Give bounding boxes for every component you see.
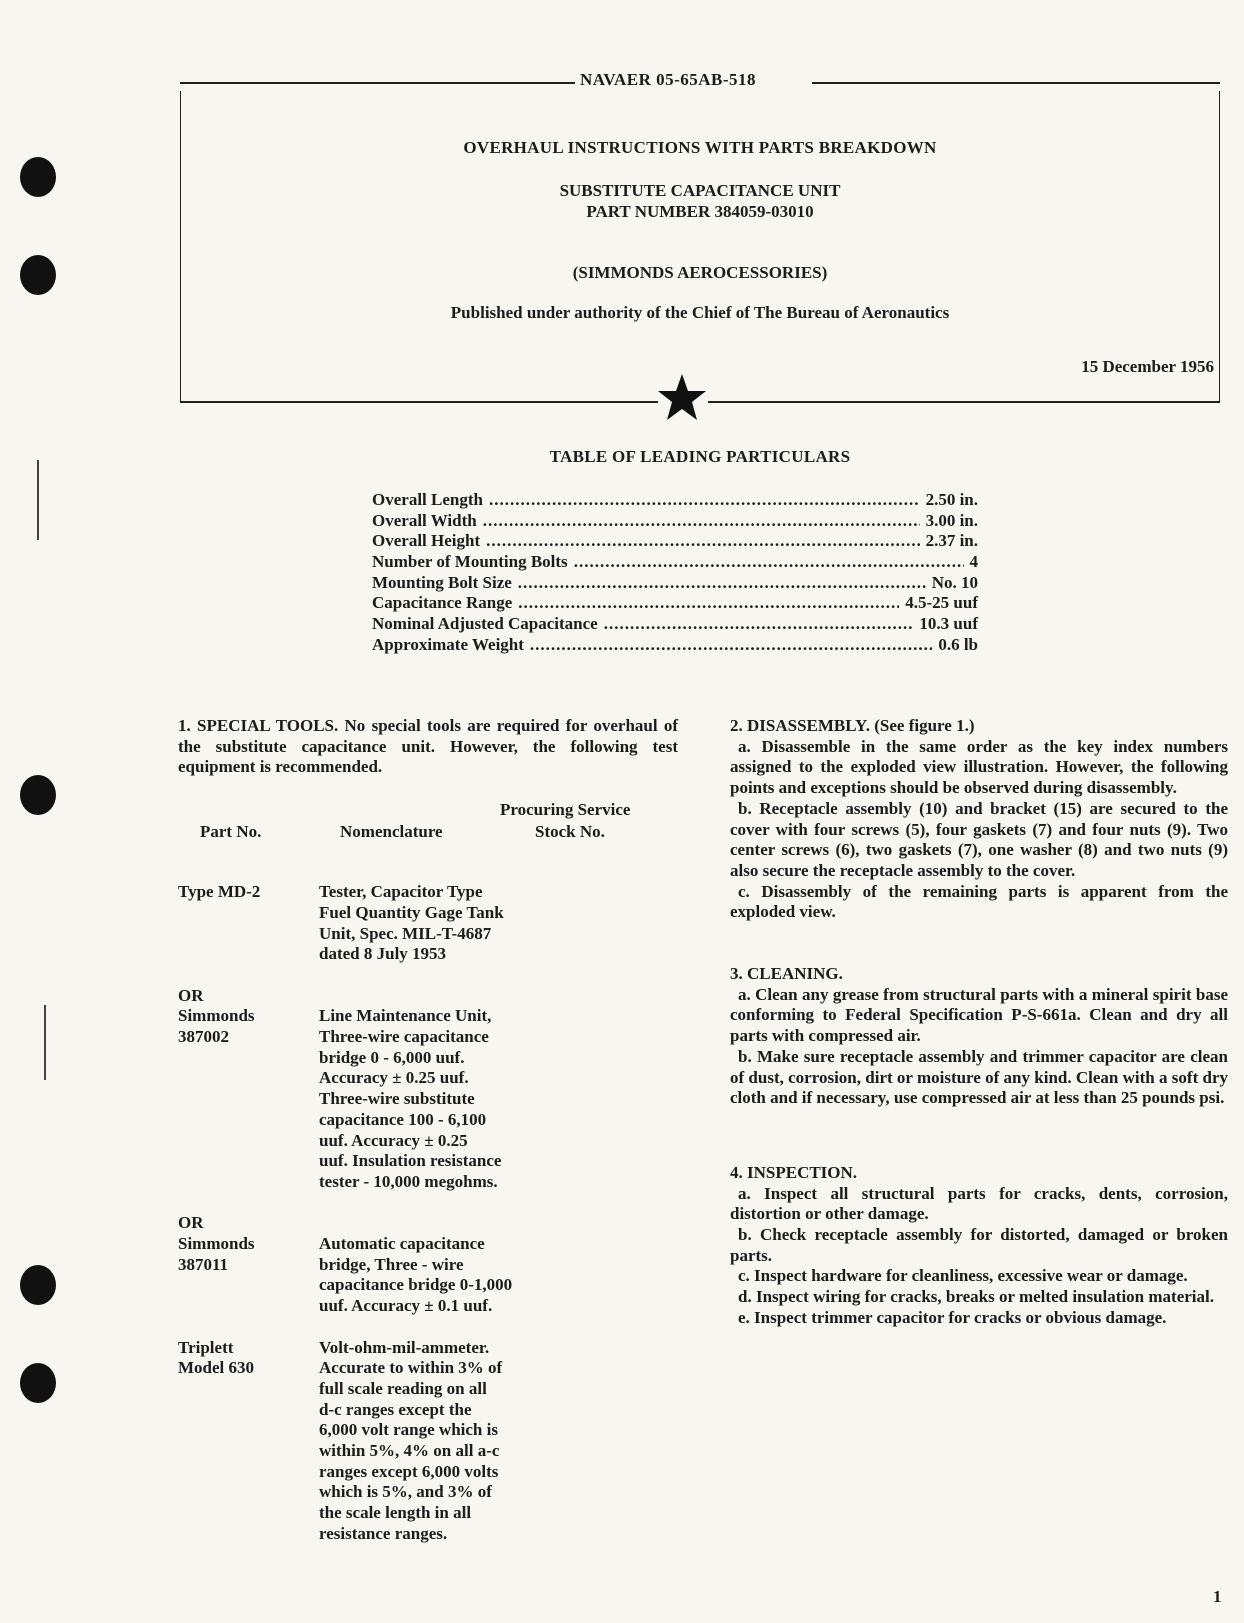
particular-row: Approximate Weight ..... 0.6 lb	[372, 635, 978, 656]
header-rule-left	[180, 82, 575, 84]
nomenclature-cell: Automatic capacitance bridge, Three - wire capacitance bridge 0-1,000 uuf. Accuracy ± 0.1 uuf.	[319, 1234, 513, 1316]
table-row	[178, 986, 678, 1193]
part-number-cell: OR Simmonds 387002	[178, 985, 255, 1047]
section-heading: 2. DISASSEMBLY. (See figure 1.)	[730, 716, 975, 735]
paragraph: c. Inspect hardware for cleanliness, excessive wear or damage.	[738, 1266, 1188, 1286]
title-box-bottom-left	[180, 401, 658, 403]
table-row	[178, 1213, 678, 1317]
star-icon	[657, 372, 707, 422]
tools-table	[178, 882, 678, 1544]
left-column	[178, 716, 678, 1545]
particular-row: Overall Width ..... 3.00 in.	[372, 511, 978, 532]
manufacturer: (SIMMONDS AEROCESSORIES)	[572, 263, 828, 282]
part-number-cell: Type MD-2	[178, 882, 261, 902]
particular-row: Overall Height ..... 2.37 in.	[372, 531, 978, 552]
page-number: 1	[1213, 1587, 1222, 1606]
section-heading: 1. SPECIAL TOOLS.	[178, 716, 339, 735]
paragraph: b. Receptacle assembly (10) and bracket (15) are secured to the cover with four screws (5), four gaskets (7) and four nuts (9). Two center screws (6), two gaskets (7), one washer (8) and two nuts (9) also secure the receptacle assembly to the cover.	[730, 798, 1228, 880]
table-row	[178, 1338, 678, 1545]
column-header-nomenclature: Nomenclature	[340, 822, 443, 842]
paragraph: e. Inspect trimmer capacitor for cracks or obvious damage.	[738, 1307, 1167, 1327]
document-number: NAVAER 05-65AB-518	[580, 70, 757, 89]
part-number-cell: Triplett Model 630	[178, 1337, 255, 1378]
header-rule-right	[812, 82, 1220, 84]
paragraph: c. Disassembly of the remaining parts is apparent from the exploded view.	[730, 881, 1228, 922]
table-row	[178, 882, 678, 965]
section-heading: 4. INSPECTION.	[730, 1162, 858, 1182]
authority-line: Published under authority of the Chief of The Bureau of Aeronautics	[450, 303, 950, 322]
nomenclature-cell: Line Maintenance Unit, Three-wire capacitance bridge 0 - 6,000 uuf. Accuracy ± 0.25 uuf. Three-wire substitute capacitance 100 - 6,100 uuf. Accuracy ± 0.25 uuf. Insulation resistance tester - 10,000 megohms.	[319, 1006, 502, 1191]
column-header-stock: Stock No.	[535, 822, 605, 842]
section-heading: 3. CLEANING.	[730, 964, 843, 984]
title-box-bottom-right	[708, 401, 1220, 403]
particular-row: Number of Mounting Bolts ..... 4	[372, 552, 978, 573]
leading-particulars-heading: TABLE OF LEADING PARTICULARS	[549, 447, 851, 466]
margin-mark	[44, 1005, 46, 1080]
paragraph: a. Disassemble in the same order as the key index numbers assigned to the exploded view illustration. However, the following points and exceptions should be observed during disassembly.	[730, 736, 1228, 798]
binder-hole	[20, 775, 56, 815]
leading-particulars-table	[372, 490, 978, 656]
part-number-cell: OR Simmonds 387011	[178, 1213, 255, 1274]
particular-row: Overall Length ..... 2.50 in.	[372, 490, 978, 511]
nomenclature-cell: Volt-ohm-mil-ammeter. Accurate to within 3% of full scale reading on all d-c ranges except the 6,000 volt range which is within 5%, 4% on all a-c ranges except 6,000 volts which is 5%, and 3% of the scale length in all resistance ranges.	[319, 1337, 503, 1543]
publication-date: 15 December 1956	[1081, 357, 1214, 376]
nomenclature-cell: Tester, Capacitor Type Fuel Quantity Gage Tank Unit, Spec. MIL-T-4687 dated 8 July 1953	[319, 882, 504, 964]
paragraph: d. Inspect wiring for cracks, breaks or melted insulation material.	[738, 1287, 1214, 1307]
binder-hole	[20, 1265, 56, 1305]
right-column	[730, 716, 1228, 1329]
paragraph: b. Check receptacle assembly for distorted, damaged or broken parts.	[730, 1225, 1228, 1265]
document-title: OVERHAUL INSTRUCTIONS WITH PARTS BREAKDOWN	[463, 138, 937, 157]
particular-row: Capacitance Range ..... 4.5-25 uuf	[372, 593, 978, 614]
particular-row: Mounting Bolt Size ..... No. 10	[372, 573, 978, 594]
document-subtitle: SUBSTITUTE CAPACITANCE UNIT PART NUMBER 384059-03010	[559, 181, 841, 221]
binder-hole	[20, 1363, 56, 1403]
column-header-part: Part No.	[200, 822, 262, 842]
section-1-intro: 1. SPECIAL TOOLS. No special tools are required for overhaul of the substitute capacitance unit. However, the following test equipment is recommended.	[178, 716, 679, 777]
tools-table-header	[178, 800, 678, 862]
margin-mark	[37, 460, 39, 540]
paragraph: a. Clean any grease from structural parts with a mineral spirit base conforming to Federal Specification P-S-661a. Clean and dry all parts with compressed air.	[730, 984, 1228, 1046]
paragraph: b. Make sure receptacle assembly and trimmer capacitor are clean of dust, corrosion, dirt or moisture of any kind. Clean with a soft dry cloth and if necessary, use compressed air at less than 25 pounds psi.	[730, 1046, 1228, 1108]
binder-hole	[20, 255, 56, 295]
paragraph: a. Inspect all structural parts for cracks, dents, corrosion, distortion or other damage.	[730, 1183, 1228, 1224]
particular-row: Nominal Adjusted Capacitance ..... 10.3 uuf	[372, 614, 978, 635]
binder-hole	[20, 157, 56, 197]
column-header-stock: Procuring Service	[500, 800, 631, 820]
